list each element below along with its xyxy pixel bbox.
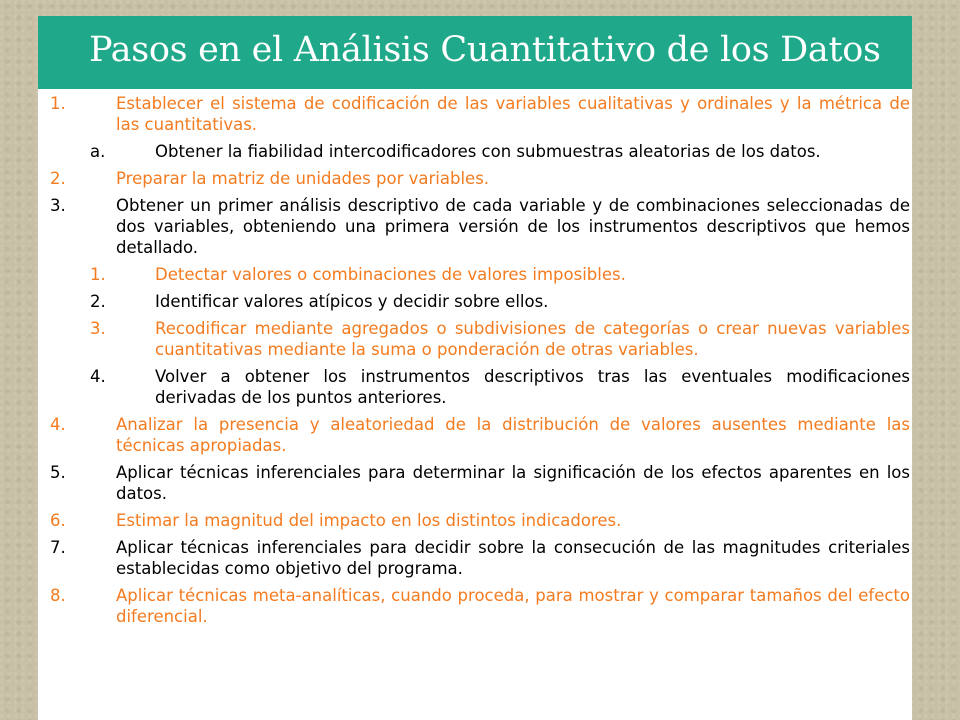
title-bar: [38, 16, 912, 89]
item-text: Establecer el sistema de codificación de las variables cualitativas y ordinales y la métrica de las cuantitativas.: [116, 94, 910, 134]
item-number: 7.: [50, 538, 66, 557]
item-number: 4.: [90, 367, 106, 386]
item-number: 2.: [50, 169, 66, 188]
item-text: Identificar valores atípicos y decidir sobre ellos.: [155, 292, 549, 311]
list-item: [50, 291, 910, 312]
list-item: [50, 537, 910, 579]
item-number: 1.: [90, 265, 106, 284]
item-text: Aplicar técnicas inferenciales para decidir sobre la consecución de las magnitudes criteriales establecidas como objetivo del programa.: [116, 538, 910, 578]
item-number: 6.: [50, 511, 66, 530]
item-text: Analizar la presencia y aleatoriedad de la distribución de valores ausentes mediante las técnicas apropiadas.: [116, 415, 910, 455]
item-text: Volver a obtener los instrumentos descriptivos tras las eventuales modificaciones derivadas de los puntos anteriores.: [155, 367, 910, 407]
item-text: Estimar la magnitud del impacto en los distintos indicadores.: [116, 511, 622, 530]
list-item: [50, 510, 910, 531]
item-number: a.: [90, 142, 106, 161]
item-text: Obtener la fiabilidad intercodificadores con submuestras aleatorias de los datos.: [155, 142, 821, 161]
list-item: [50, 195, 910, 258]
item-text: Aplicar técnicas meta-analíticas, cuando proceda, para mostrar y comparar tamaños del efecto diferencial.: [116, 586, 910, 626]
item-text: Recodificar mediante agregados o subdivisiones de categorías o crear nuevas variables cuantitativas mediante la suma o ponderación de otras variables.: [155, 319, 910, 359]
slide: [38, 16, 912, 720]
item-number: 4.: [50, 415, 66, 434]
list-item: [50, 318, 910, 360]
item-number: 5.: [50, 463, 66, 482]
item-text: Obtener un primer análisis descriptivo de cada variable y de combinaciones seleccionadas de dos variables, obteniendo una primera versión de los instrumentos descriptivos que hemos detallado.: [116, 196, 910, 257]
list-item: [50, 93, 910, 135]
list-item: [50, 366, 910, 408]
item-number: 2.: [90, 292, 106, 311]
slide-title: Pasos en el Análisis Cuantitativo de los Datos: [89, 30, 881, 70]
steps-list: [50, 93, 910, 633]
item-number: 8.: [50, 586, 66, 605]
item-number: 1.: [50, 94, 66, 113]
list-item: [50, 462, 910, 504]
list-item: [50, 141, 910, 162]
list-item: [50, 414, 910, 456]
item-text: Detectar valores o combinaciones de valores imposibles.: [155, 265, 626, 284]
list-item: [50, 585, 910, 627]
list-item: [50, 168, 910, 189]
item-text: Preparar la matriz de unidades por variables.: [116, 169, 490, 188]
item-text: Aplicar técnicas inferenciales para determinar la significación de los efectos aparentes en los datos.: [116, 463, 910, 503]
item-number: 3.: [50, 196, 66, 215]
list-item: [50, 264, 910, 285]
item-number: 3.: [90, 319, 106, 338]
